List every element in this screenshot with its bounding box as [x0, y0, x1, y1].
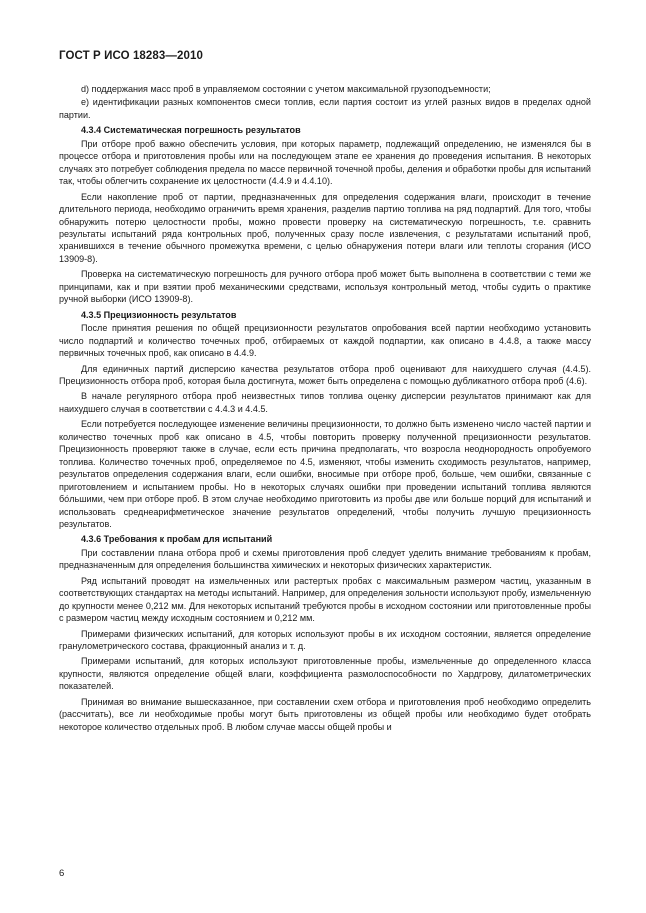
section-4-3-5-paragraph-1: После принятия решения по общей прецизионности результатов опробования всей партии необходимо установить число подпартий и количество точечных проб, отбираемых от каждой подпартии, как описано в 4.4.8, а также массу первичных точечных проб, как описано в 4.4.9. [59, 323, 591, 359]
list-item-e: е) идентификации разных компонентов смеси топлив, если партия состоит из углей разных видов в пределах одной партии. [59, 97, 591, 120]
section-4-3-5-heading: 4.3.5 Прецизионность результатов [81, 309, 237, 320]
section-4-3-5-paragraph-3: В начале регулярного отбора проб неизвестных типов топлива оценку дисперсии результатов принимают как для наихудшего случая в соответствии с 4.4.3 и 4.4.5. [59, 391, 591, 414]
section-4-3-4-paragraph-1: При отборе проб важно обеспечить условия, при которых параметр, подлежащий определению, не изменялся бы в процессе отбора и приготовления пробы или на последующем этапе ее хранения до проведения испытания. В некоторых случаях это потребует соблюдения предела по массе первичной точечной пробы, деления и обработки пробы для испытаний так, чтобы облегчить сохранение их целостности (4.4.9 и 4.4.10). [59, 138, 591, 187]
section-4-3-5-paragraph-2: Для единичных партий дисперсию качества результатов отбора проб оценивают для наихудшего случая (4.4.5). Прецизионность отбора проб, которая была достигнута, может быть определена с помощью дубликатного отбора проб (4.6). [59, 363, 591, 386]
section-4-3-6-paragraph-4: Примерами испытаний, для которых используют приготовленные пробы, измельченные до определенного класса крупности, являются определение общей влаги, коэффициента размолоспособности по Хардгрову, дилатометрических показателей. [59, 656, 591, 692]
section-4-3-6-paragraph-1: При составлении плана отбора проб и схемы приготовления проб следует уделить внимание требованиям к пробам, предназначенным для определения большинства химических и некоторых физических характеристик. [59, 547, 591, 571]
list-item-d: d) поддержания масс проб в управляемом состоянии с учетом максимальной грузоподъемности; [81, 84, 491, 94]
section-4-3-6-paragraph-3: Примерами физических испытаний, для которых используют пробы в их исходном состоянии, является определение гранулометрического состава, фракционный анализ и т. д. [59, 628, 591, 652]
section-4-3-4-heading: 4.3.4 Систематическая погрешность результатов [81, 125, 301, 136]
section-4-3-6-heading: 4.3.6 Требования к пробам для испытаний [81, 534, 273, 545]
section-4-3-4-paragraph-2: Если накопление проб от партии, предназначенных для определения содержания влаги, происходит в течение длительного периода, необходимо ограничить время хранения, разделив партию топлива на ряд подпартий. Для того, чтобы обнаружить потерю целостности пробы, можно провести проверку на систематическую погрешность, т.е. сравнить результаты испытаний ряда контрольных проб, полученных сразу после извлечения, с результатами испытаний проб, хранившихся в течение обычного промежутка времени, с целью обнаружения потери влаги или теплоты сгорания (ИСО 13909-8). [59, 191, 591, 264]
page-number: 6 [59, 868, 65, 879]
section-4-3-5-paragraph-4: Если потребуется последующее изменение величины прецизионности, то должно быть изменено число частей партии и количество точечных проб как описано в 4.5, чтобы повторить проверку полученной прецизионности результатов. Прецизионность проверяют также в случае, если есть причина предполагать, что возросла неоднородность опробуемого топлива. Количество точечных проб, определяемое по 4.5, изменяют, чтобы изменить сходимость результатов, например, результатов определения содержания влаги, если ошибки, вносимые при отборе проб, больше, чем ошибки, связанные с приготовлением и испытанием пробы. Но в некоторых случаях ошибки при проведении испытаний топлива являются бо́льшими, чем при отборе проб. В этом случае необходимо приготовить из пробы две или больше порций для испытаний и использовать среднеарифметическое значение результатов определений, чтобы получить лучшую прецизионность результатов. [59, 419, 591, 529]
document-body [59, 83, 591, 736]
standard-header: ГОСТ Р ИСО 18283—2010 [59, 50, 204, 62]
section-4-3-6-paragraph-2: Ряд испытаний проводят на измельченных или растертых пробах с максимальным размером частиц, указанным в соответствующих стандартах на методы испытаний. Например, для определения зольности используют пробу, измельченную до крупности менее 0,212 мм. Для некоторых испытаний требуются пробы в исходном состоянии или приготовленные пробы с размером частиц между исходным состоянием и 0,212 мм. [59, 575, 591, 624]
section-4-3-6-paragraph-5: Принимая во внимание вышесказанное, при составлении схем отбора и приготовления проб необходимо определить (рассчитать), все ли необходимые пробы могут быть приготовлены из общей пробы или необходимо будет отобрать некоторое количество отдельных проб. В любом случае массы общей пробы и [59, 696, 591, 732]
section-4-3-4-paragraph-3: Проверка на систематическую погрешность для ручного отбора проб может быть выполнена в соответствии с теми же принципами, как и при взятии проб механическими средствами, используя контрольный метод, чтобы судить о практике ручной выборки (ИСО 13909-8). [59, 269, 591, 305]
